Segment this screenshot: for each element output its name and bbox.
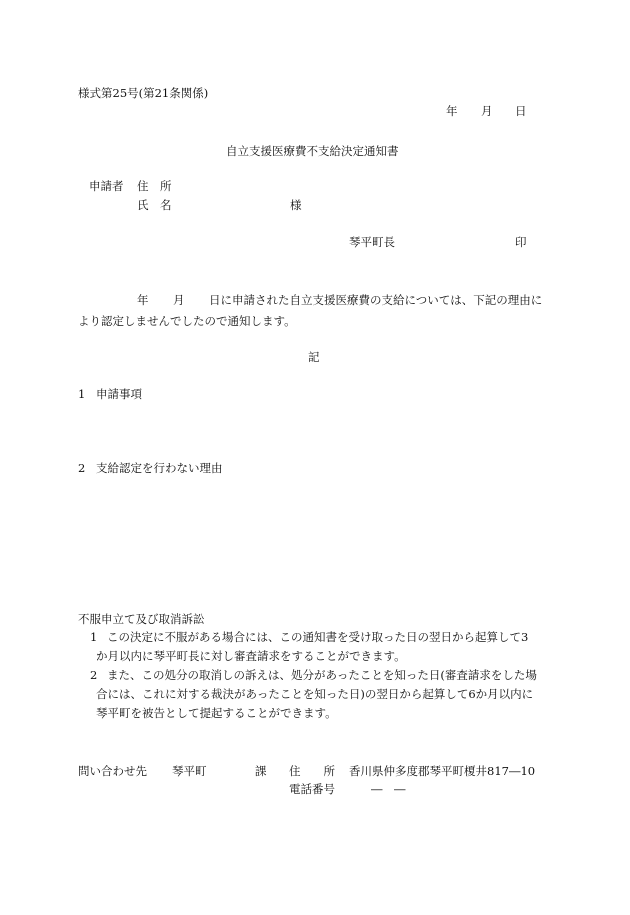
appeal-item-1-line2: か月以内に琴平町長に対し審査請求をすることができます。: [96, 649, 406, 663]
body-date-year: 年: [137, 293, 149, 307]
body-text-line2: より認定しませんでしたので通知します。: [78, 314, 296, 328]
appeal-item-2-line2: 合には、これに対する裁決があったことを知った日)の翌日から起算して6か月以内に: [96, 687, 534, 701]
section-2-number: 2: [78, 461, 86, 475]
date-month-label: 月: [481, 104, 493, 118]
appeal-item-2-number: 2: [90, 668, 98, 682]
appeal-item-2-line3: 琴平町を被告として提起することができます。: [96, 706, 337, 720]
section-1-number: 1: [78, 387, 86, 401]
contact-address-label: 住 所: [289, 764, 335, 778]
form-number: 様式第25号(第21条関係): [78, 86, 209, 100]
applicant-honorific: 様: [290, 198, 302, 212]
section-1-label: 申請事項: [96, 387, 142, 401]
contact-phone-label: 電話番号: [289, 782, 335, 796]
applicant-address-label: 住 所: [137, 179, 172, 193]
contact-phone: ― ―: [371, 782, 406, 796]
appeal-item-1-line1: この決定に不服がある場合には、この通知書を受け取った日の翌日から起算して3: [107, 630, 529, 644]
contact-address: 香川県仲多度郡琴平町榎井817―10: [349, 764, 536, 778]
applicant-name-label: 氏 名: [137, 198, 172, 212]
contact-section: 課: [255, 764, 267, 778]
issuer-name: 琴平町長: [349, 235, 395, 249]
appeal-item-1-number: 1: [90, 630, 98, 644]
contact-town: 琴平町: [172, 764, 207, 778]
date-day-label: 日: [515, 104, 527, 118]
body-date-month: 月: [173, 293, 185, 307]
appeal-heading: 不服申立て及び取消訴訟: [78, 612, 205, 626]
appeal-item-2-line1: また、この処分の取消しの訴えは、処分があったことを知った日(審査請求をした場: [107, 668, 537, 682]
date-year-label: 年: [446, 104, 458, 118]
section-2-label: 支給認定を行わない理由: [96, 461, 223, 475]
body-text-line1: 日に申請された自立支援医療費の支給については、下記の理由に: [209, 293, 543, 307]
contact-label: 問い合わせ先: [78, 764, 147, 778]
document-title: 自立支援医療費不支給決定通知書: [226, 144, 399, 158]
applicant-heading: 申請者: [89, 179, 124, 193]
issuer-seal: 印: [515, 235, 527, 249]
ki-marker: 記: [308, 350, 320, 364]
